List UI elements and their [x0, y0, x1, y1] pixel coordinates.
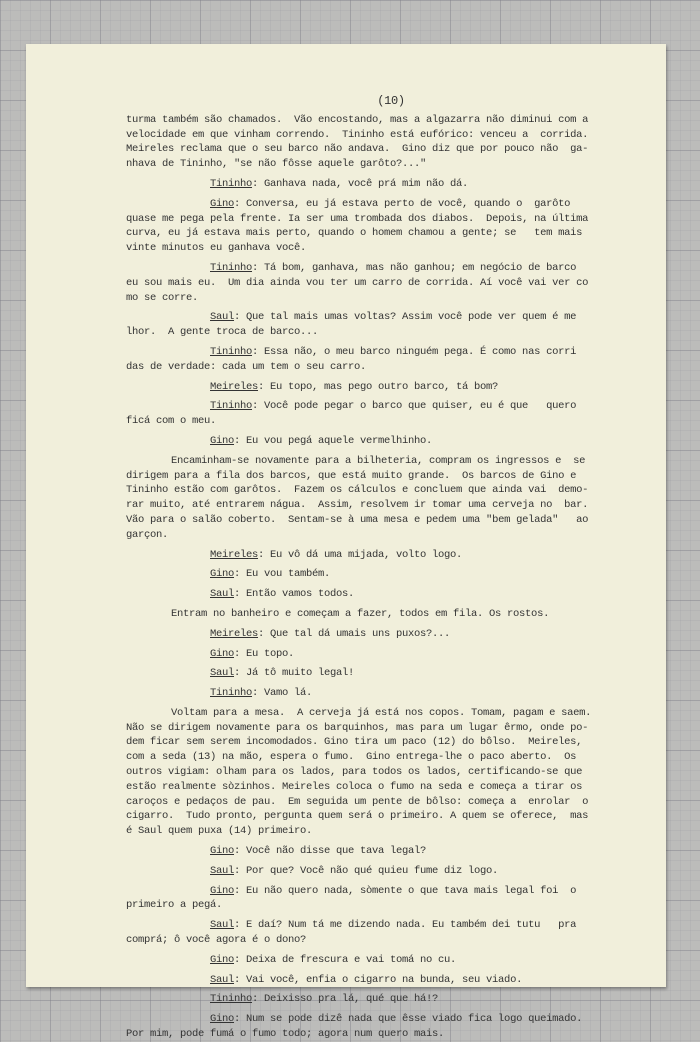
- text-line: [126, 128, 646, 143]
- line-text: cigarro. Tudo pronto, pergunta quem será o primeiro. A quem se oferece, mas: [126, 810, 589, 823]
- line-text: Tininho estão com garôtos. Fazem os cálculos e concluem que ainda vai demo-: [126, 484, 589, 497]
- speaker-name: Gino: [210, 568, 235, 581]
- text-line: [126, 528, 646, 543]
- speaker-name: Saul: [210, 864, 235, 877]
- line-text: Vão para o salão coberto. Sentam-se à uma mesa e pedem uma "bem gelada" ao: [126, 513, 589, 526]
- text-line: [126, 157, 646, 172]
- text-line: [126, 360, 646, 375]
- line-text: : Eu vou pegá aquele vermelhinho.: [234, 434, 433, 447]
- line-text: Por mim, pode fumá o fumo todo; agora num quero mais.: [126, 1028, 445, 1041]
- line-text: : Deixa de frescura e vai tomá no cu.: [234, 953, 457, 966]
- line-text: Entram no banheiro e começam a fazer, todos em fila. Os rostos.: [171, 607, 550, 620]
- line-text: comprá; ô você agora é o dono?: [126, 934, 307, 947]
- dialogue-line: [126, 399, 646, 414]
- text-line: [126, 721, 646, 736]
- line-text: : Eu vou também.: [234, 568, 331, 581]
- text-line: [126, 735, 646, 750]
- dialogue-line: [126, 434, 646, 449]
- speaker-name: Saul: [210, 588, 235, 601]
- line-text: caroços e pedaços de pau. Em seguida um pente de bôlso: começa a enrolar o: [126, 795, 589, 808]
- text-line: [126, 795, 646, 810]
- line-text: outros vigiam: olham para os lados, para todos os lados, certificando-se que: [126, 766, 583, 779]
- speaker-name: Tininho: [210, 400, 253, 413]
- speaker-name: Gino: [210, 953, 235, 966]
- speaker-name: Gino: [210, 884, 235, 897]
- dialogue-line: [126, 197, 646, 212]
- dialogue-line: [126, 261, 646, 276]
- line-text: dirigem para a fila dos barcos, que está muito grande. Os barcos de Gino e: [126, 469, 577, 482]
- text-line: [126, 809, 646, 824]
- dialogue-line: [126, 953, 646, 968]
- speaker-name: Tininho: [210, 687, 253, 700]
- line-text: : Por que? Você não qué quieu fume diz logo.: [234, 864, 499, 877]
- text-line: [126, 142, 646, 157]
- line-text: garçon.: [126, 528, 169, 541]
- line-text: : Já tô muito legal!: [234, 667, 355, 680]
- line-text: Voltam para a mesa. A cerveja já está nos copos. Tomam, pagam e saem.: [171, 706, 592, 719]
- line-text: Encaminham-se novamente para a bilheteria, compram os ingressos e se: [171, 454, 586, 467]
- dialogue-line: [126, 973, 646, 988]
- speaker-name: Tininho: [210, 993, 253, 1006]
- dialogue-line: [126, 864, 646, 879]
- text-line: [126, 469, 646, 484]
- line-text: primeiro a pegá.: [126, 899, 223, 912]
- text-line: [126, 291, 646, 306]
- line-text: vinte minutos eu ganhava você.: [126, 242, 307, 255]
- speaker-name: Meireles: [210, 548, 259, 561]
- text-line: [126, 498, 646, 513]
- line-text: : Num se pode dizê nada que êsse viado fica logo queimado.: [234, 1013, 583, 1026]
- text-line: [126, 765, 646, 780]
- line-text: : Você pode pegar o barco que quiser, eu é que quero: [252, 400, 577, 413]
- text-line: [126, 414, 646, 429]
- speaker-name: Saul: [210, 973, 235, 986]
- line-text: dem ficar sem serem incomodados. Gino tira um paco (12) do bôlso. Meireles,: [126, 736, 583, 749]
- line-text: ficá com o meu.: [126, 415, 217, 428]
- dialogue-line: [126, 647, 646, 662]
- text-line: [126, 780, 646, 795]
- text-lines: [126, 113, 646, 1042]
- dialogue-line: [126, 177, 646, 192]
- line-text: velocidade em que vinham correndo. Tininho está eufórico: venceu a corrida.: [126, 128, 589, 141]
- text-line: [126, 454, 646, 469]
- typescript-text: [126, 94, 646, 1042]
- dialogue-line: [126, 918, 646, 933]
- text-line: [126, 824, 646, 839]
- line-text: : Essa não, o meu barco ninguém pega. É como nas corri: [252, 345, 577, 358]
- dialogue-line: [126, 587, 646, 602]
- line-text: : Que tal dá umais uns puxos?...: [258, 627, 451, 640]
- line-text: : E daí? Num tá me dizendo nada. Eu também dei tutu pra: [234, 919, 577, 932]
- text-line: [126, 226, 646, 241]
- line-text: : Você não disse que tava legal?: [234, 845, 427, 858]
- line-text: lhor. A gente troca de barco...: [126, 326, 319, 339]
- speaker-name: Gino: [210, 434, 235, 447]
- speaker-name: Meireles: [210, 380, 259, 393]
- dialogue-line: [126, 1012, 646, 1027]
- line-text: rar muito, até entrarem nágua. Assim, resolvem ir tomar uma cerveja no bar.: [126, 499, 589, 512]
- speaker-name: Tininho: [210, 177, 253, 190]
- text-line: [126, 241, 646, 256]
- text-line: [126, 513, 646, 528]
- line-text: : Eu não quero nada, sòmente o que tava mais legal foi o: [234, 884, 577, 897]
- line-text: : Tá bom, ganhava, mas não ganhou; em negócio de barco: [252, 261, 577, 274]
- line-text: : Então vamos todos.: [234, 588, 355, 601]
- text-line: [126, 325, 646, 340]
- line-text: estão realmente sòzinhos. Meireles coloca o fumo na seda e começa a tirar os: [126, 780, 583, 793]
- line-text: mo se corre.: [126, 291, 199, 304]
- line-text: : Eu vô dá uma mijada, volto logo.: [258, 548, 463, 561]
- text-line: [126, 607, 646, 622]
- text-line: [126, 113, 646, 128]
- line-text: é Saul quem puxa (14) primeiro.: [126, 825, 313, 838]
- line-text: turma também são chamados. Vão encostando, mas a algazarra não diminui com a: [126, 113, 589, 126]
- line-text: : Que tal mais umas voltas? Assim você pode ver quem é me: [234, 311, 577, 324]
- text-line: [126, 1027, 646, 1042]
- paper-sheet: [26, 44, 666, 1041]
- speaker-name: Gino: [210, 647, 235, 660]
- text-line: [126, 898, 646, 913]
- line-text: : Ganhava nada, você prá mim não dá.: [252, 177, 469, 190]
- speaker-name: Saul: [210, 311, 235, 324]
- speaker-name: Meireles: [210, 627, 259, 640]
- line-text: : Deixisso pra lá, qué que há!?: [252, 993, 439, 1006]
- speaker-name: Gino: [210, 197, 235, 210]
- dialogue-line: [126, 310, 646, 325]
- line-text: Meireles reclama que o seu barco não andava. Gino diz que por pouco não ga-: [126, 143, 589, 156]
- line-text: curva, eu já estava mais perto, quando o homem chamou a gente; se tem mais: [126, 227, 583, 240]
- line-text: nhava de Tininho, "se não fôsse aquele garôto?...": [126, 158, 427, 171]
- dialogue-line: [126, 567, 646, 582]
- dialogue-line: [126, 666, 646, 681]
- dialogue-line: [126, 380, 646, 395]
- speaker-name: Gino: [210, 845, 235, 858]
- line-text: : Vai você, enfia o cigarro na bunda, seu viado.: [234, 973, 523, 986]
- text-line: [126, 276, 646, 291]
- dialogue-line: [126, 884, 646, 899]
- text-line: [126, 706, 646, 721]
- dialogue-line: [126, 686, 646, 701]
- text-line: [126, 212, 646, 227]
- dialogue-line: [126, 627, 646, 642]
- dialogue-line: [126, 345, 646, 360]
- line-text: : Eu topo, mas pego outro barco, tá bom?: [258, 380, 499, 393]
- speaker-name: Saul: [210, 919, 235, 932]
- speaker-name: Gino: [210, 1013, 235, 1026]
- text-line: [126, 750, 646, 765]
- speaker-name: Saul: [210, 667, 235, 680]
- line-text: eu sou mais eu. Um dia ainda vou ter um carro de corrida. Aí você vai ver co: [126, 276, 589, 289]
- line-text: : Eu topo.: [234, 647, 295, 660]
- line-text: : Vamo lá.: [252, 687, 313, 700]
- line-text: das de verdade: cada um tem o seu carro.: [126, 360, 367, 373]
- line-text: : Conversa, eu já estava perto de você, quando o garôto: [234, 197, 571, 210]
- speaker-name: Tininho: [210, 261, 253, 274]
- dialogue-line: [126, 548, 646, 563]
- line-text: com a seda (13) na mão, espera o fumo. Gino entrega-lhe o paco aberto. Os: [126, 751, 577, 764]
- speaker-name: Tininho: [210, 345, 253, 358]
- line-text: quase me pega pela frente. Ia ser uma trombada dos diabos. Depois, na última: [126, 212, 589, 225]
- dialogue-line: [126, 992, 646, 1007]
- text-line: [126, 933, 646, 948]
- text-line: [126, 483, 646, 498]
- line-text: Não se dirigem novamente para os barquinhos, mas para um lugar êrmo, onde po-: [126, 721, 589, 734]
- page-number: (10): [377, 94, 405, 108]
- dialogue-line: [126, 844, 646, 859]
